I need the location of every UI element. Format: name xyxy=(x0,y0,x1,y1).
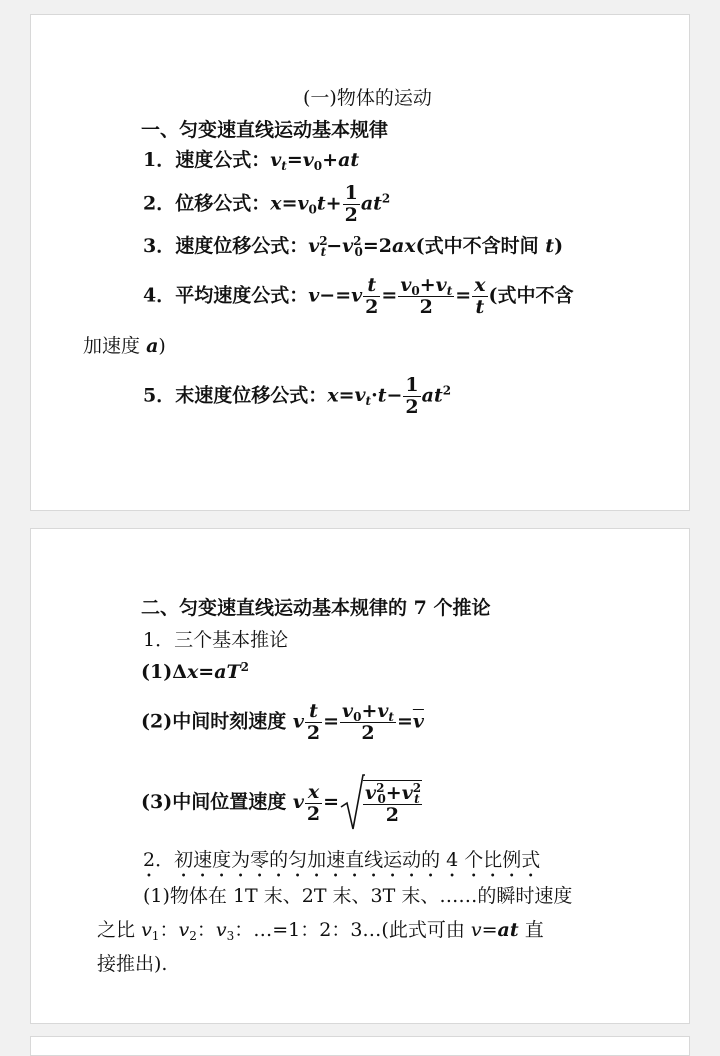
formula-label: 3．速度位移公式： xyxy=(143,235,309,257)
section-title: (一)物体的运动 xyxy=(303,87,432,109)
formula-label: 2．位移公式： xyxy=(143,192,271,215)
heading-2: 二、匀变速直线运动基本规律的 7 个推论 xyxy=(141,597,491,619)
ratio-para-line3: 接推出). xyxy=(97,953,168,975)
inference-3: (3)中间位置速度 v $\frac{x}{2}$ = $\frac{v^2_0+v^2_t}{2}$ xyxy=(141,773,423,833)
formula-velocity-displacement: 3．速度位移公式：$v^2_t-v^2_0=2ax$(式中不含时间 t) xyxy=(143,234,564,259)
ratio-para-line2: 之比 $v_1$：$v_2$：$v_3$：…=1：2：3…(此式可由 v=at 直 xyxy=(97,919,544,943)
subheading-ratios: 2．初速度为零的匀加速直线运动的 4 个比例式 xyxy=(143,849,541,871)
heading-1: 一、匀变速直线运动基本规律 xyxy=(141,119,389,141)
formula-average-velocity: 4．平均速度公式：v−=v $\frac{t}{2}$ = $\frac{v_0+v_t}{2}$ = $\frac{x}{t}$ (式中不含 xyxy=(143,274,574,318)
slide-card-3 xyxy=(30,1036,690,1056)
slide-card-1 xyxy=(30,14,690,511)
formula-velocity: 1．速度公式：$v_t=v_0+at$ xyxy=(143,149,360,173)
subheading-basic-inferences: 1．三个基本推论 xyxy=(143,629,289,651)
formula-final-velocity-displacement: 5．末速度位移公式：$x=v_t\cdot t-$ $\frac{1}{2}$ $at^2$ xyxy=(143,374,452,418)
slide-card-2 xyxy=(30,528,690,1024)
inference-1: $(1)\Delta x=aT^2$ xyxy=(141,660,250,683)
formula-label: 5．末速度位移公式： xyxy=(143,384,328,407)
inference-2: (2)中间时刻速度 v $\frac{t}{2}$ = $\frac{v_0+v_t}{2}$ $=\overline{v}$ xyxy=(141,700,424,744)
formula-average-velocity-cont: 加速度 a) xyxy=(83,335,166,357)
square-root: $\frac{v^2_0+v^2_t}{2}$ xyxy=(339,773,423,833)
formula-label: 4．平均速度公式： xyxy=(143,284,309,307)
ratio-para-line1: (1)物体在 1T 末、2T 末、3T 末、……的瞬时速度 xyxy=(143,885,573,907)
formula-displacement: 2．位移公式：$x=v_0t+$ $\frac{1}{2}$ $at^2$ xyxy=(143,182,391,226)
formula-label: 1．速度公式： xyxy=(143,149,271,171)
